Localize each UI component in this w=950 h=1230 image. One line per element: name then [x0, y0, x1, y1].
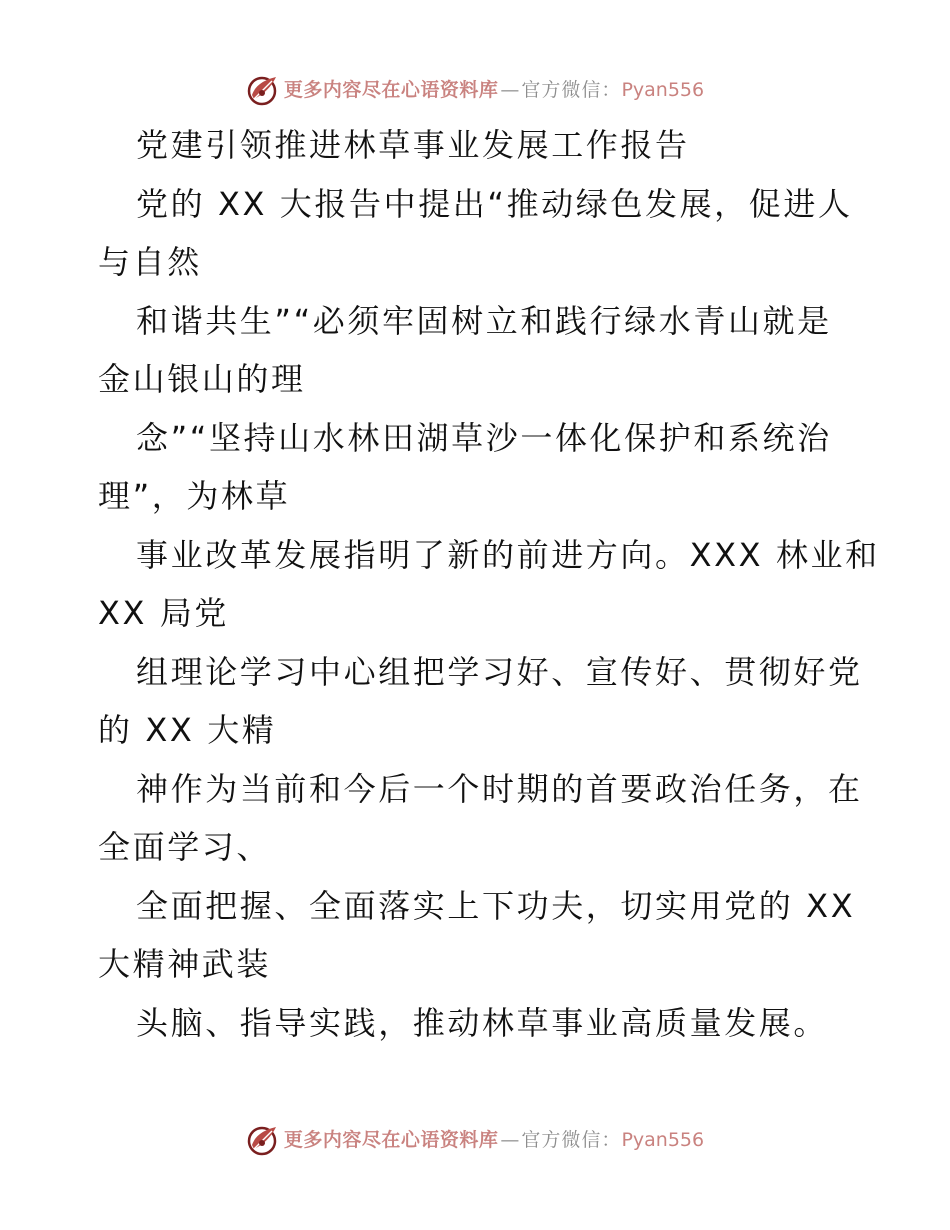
- paragraph-line: 和谐共生”“必须牢固树立和践行绿水青山就是: [136, 301, 832, 340]
- paragraph-line: 事业改革发展指明了新的前进方向。XXX 林业和: [136, 535, 880, 574]
- header-watermark: [0, 70, 950, 110]
- watermark-wechat-label: 官方微信：: [521, 79, 622, 101]
- watermark-wechat-id: Pyan556: [621, 1129, 705, 1151]
- watermark-separator: —: [500, 1129, 520, 1151]
- watermark-text: [284, 1120, 704, 1160]
- watermark-wechat-label: 官方微信：: [521, 1129, 622, 1151]
- document-title: 党建引领推进林草事业发展工作报告: [136, 126, 690, 164]
- watermark-site-text: 更多内容尽在心语资料库: [283, 79, 499, 101]
- paragraph-line: XX 局党: [98, 594, 230, 632]
- footer-watermark: [0, 1120, 950, 1160]
- paragraph-line: 金山银山的理: [98, 360, 306, 398]
- document-body: [98, 116, 880, 1052]
- watermark-site-text: 更多内容尽在心语资料库: [283, 1129, 499, 1151]
- watermark-wechat-id: Pyan556: [621, 79, 705, 101]
- paragraph-line: 全面学习、: [98, 828, 272, 866]
- watermark-text: [284, 70, 704, 110]
- paragraph-line: 与自然: [98, 243, 202, 281]
- paragraph-line: 党的 XX 大报告中提出“推动绿色发展，促进人: [136, 184, 853, 223]
- paragraph-line: 理”，为林草: [98, 477, 291, 515]
- paragraph-line: 全面把握、全面落实上下功夫，切实用党的 XX: [136, 886, 856, 925]
- leaf-pen-logo-icon: [246, 73, 280, 107]
- paragraph-line: 的 XX 大精: [98, 711, 277, 749]
- paragraph-line: 神作为当前和今后一个时期的首要政治任务，在: [136, 769, 863, 808]
- leaf-pen-logo-icon: [246, 1123, 280, 1157]
- paragraph-line: 组理论学习中心组把学习好、宣传好、贯彻好党: [136, 652, 863, 691]
- paragraph-line: 头脑、指导实践，推动林草事业高质量发展。: [136, 1003, 829, 1042]
- paragraph-line: 念”“坚持山水林田湖草沙一体化保护和系统治: [136, 418, 832, 457]
- watermark-separator: —: [500, 79, 520, 101]
- paragraph-line: 大精神武装: [98, 945, 272, 983]
